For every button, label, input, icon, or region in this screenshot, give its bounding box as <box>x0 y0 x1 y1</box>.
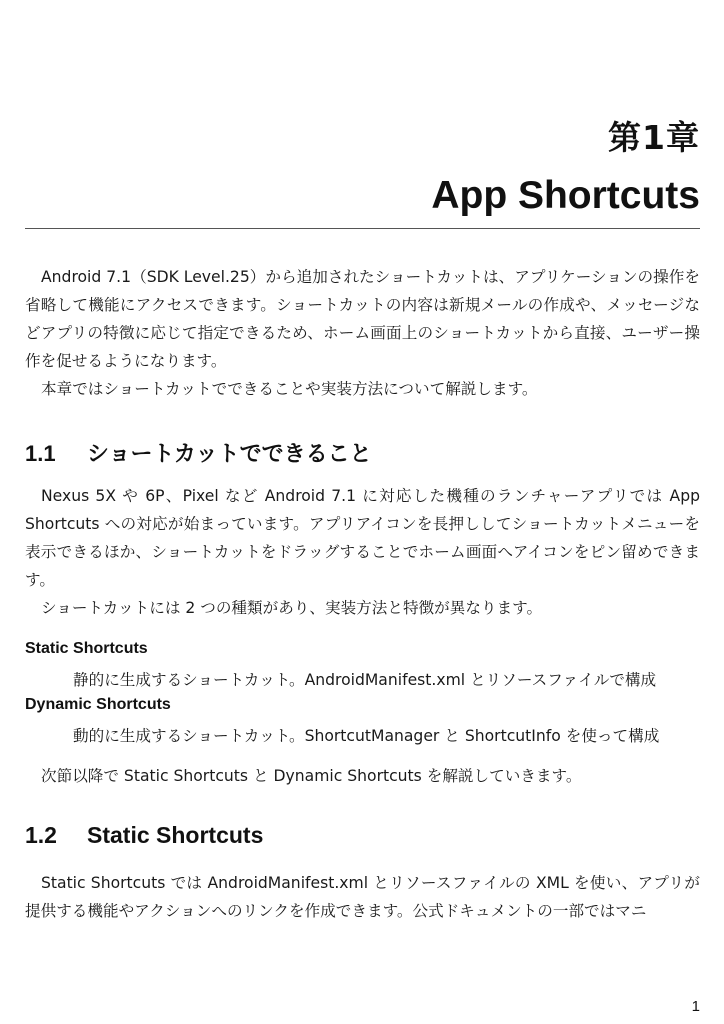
section-title: Static Shortcuts <box>87 822 264 848</box>
chapter-number: 第1章 <box>608 118 700 157</box>
intro-paragraph-1: Android 7.1（SDK Level.25）から追加されたショートカットは、アプリケーションの操作を省略して機能にアクセスできます。ショートカットの内容は新規メールの作成や、メッセージなどアプリの特徴に応じて指定できるため、ホーム画面上のショートカットから直接、ユーザー操作を促せるようになります。 <box>25 268 700 370</box>
definition-description: 静的に生成するショートカット。AndroidManifest.xml とリソースファイルで構成 <box>73 671 657 689</box>
section1-paragraph-3: 次節以降で Static Shortcuts と Dynamic Shortcuts を解説していきます。 <box>41 767 582 785</box>
chapter-title: App Shortcuts <box>431 174 700 217</box>
document-page <box>25 0 700 1024</box>
chapter-divider <box>25 228 700 229</box>
page-number: 1 <box>691 998 700 1015</box>
section-heading-1-1 <box>25 437 372 468</box>
section-heading-1-2 <box>25 822 263 849</box>
section-number: 1.2 <box>25 822 57 848</box>
definition-term: Static Shortcuts <box>25 640 148 657</box>
section2-paragraph-1: Static Shortcuts では AndroidManifest.xml とリソースファイルの XML を使い、アプリが提供する機能やアクションへのリンクを作成できます。公式ドキュメントの一部ではマニ <box>25 874 700 920</box>
section1-paragraph-1: Nexus 5X や 6P、Pixel など Android 7.1 に対応した機種のランチャーアプリでは App Shortcuts への対応が始まっています。アプリアイコンを長押ししてショートカットメニューを表示できるほか、ショートカットをドラッグすることでホーム画面へアイコンをピン留めできます。 <box>25 487 700 589</box>
section1-paragraph-2: ショートカットには 2 つの種類があり、実装方法と特徴が異なります。 <box>41 599 543 617</box>
intro-paragraph-2: 本章ではショートカットでできることや実装方法について解説します。 <box>41 380 538 398</box>
definition-description: 動的に生成するショートカット。ShortcutManager と ShortcutInfo を使って構成 <box>73 727 660 745</box>
section-title: ショートカットでできること <box>87 442 372 467</box>
definition-term: Dynamic Shortcuts <box>25 696 171 713</box>
section-number: 1.1 <box>25 441 56 466</box>
